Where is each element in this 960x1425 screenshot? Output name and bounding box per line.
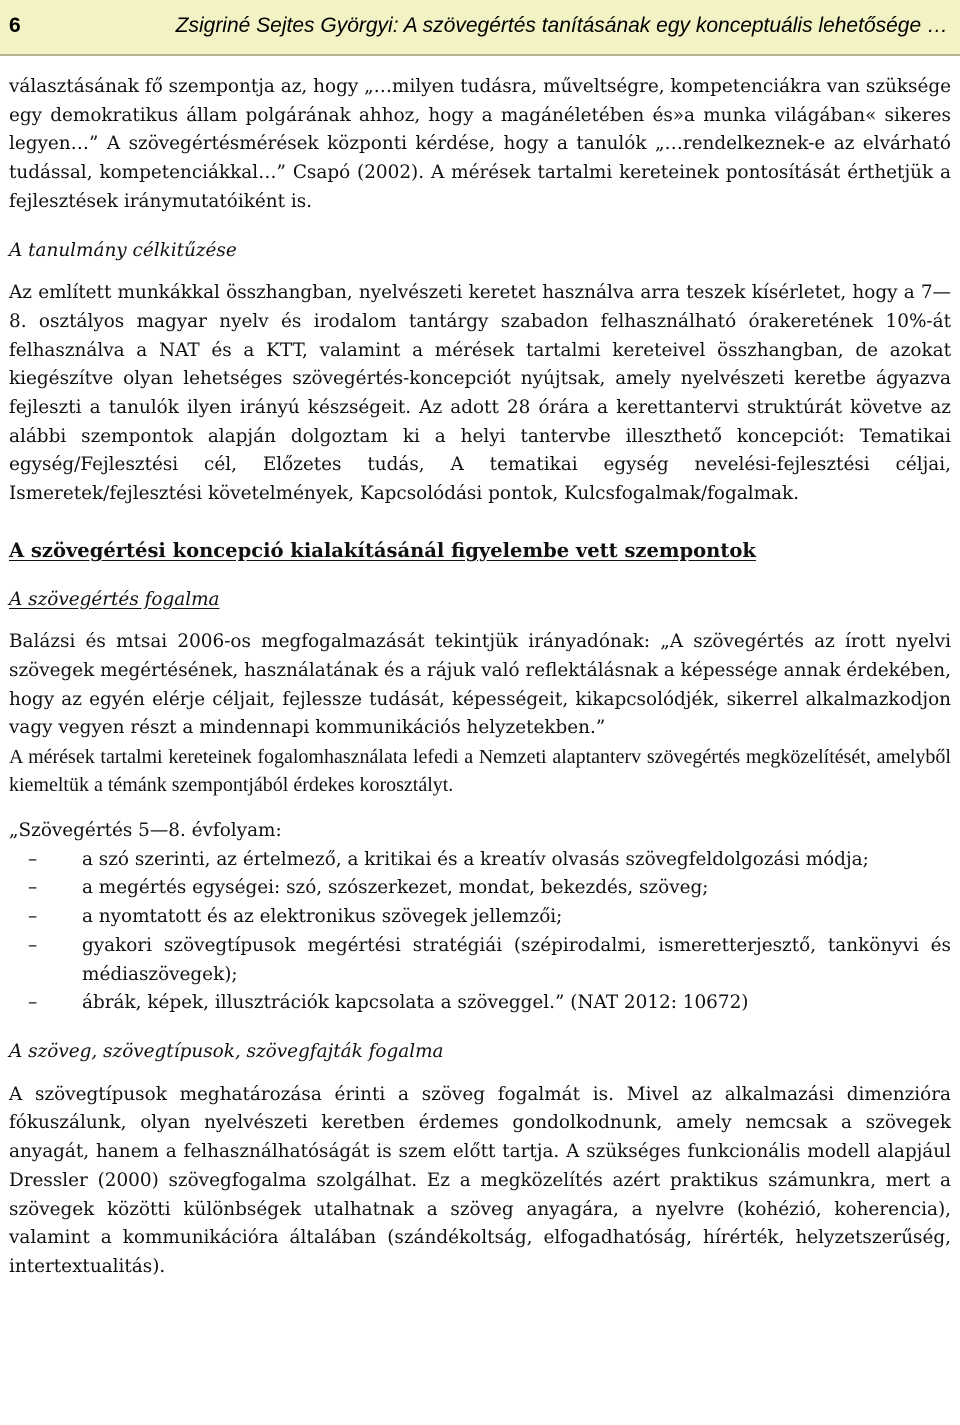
section-heading-concept: A szövegértési koncepció kialakításánál figyelembe vett szempontok [9, 538, 756, 562]
dash-bullet-icon: – [28, 934, 38, 956]
list-item [9, 932, 951, 989]
page-header [0, 0, 960, 56]
section-title-text-types: A szöveg, szövegtípusok, szövegfajták fogalma [9, 1040, 444, 1062]
dash-bullet-icon: – [28, 848, 38, 870]
page-number: 6 [9, 14, 21, 37]
section-subtitle-definition: A szövegértés fogalma [9, 588, 220, 610]
intro-paragraph: választásának fő szempontja az, hogy „…milyen tudásra, műveltségre, kompetenciákra van szüksége egy demokratikus állam polgárának ahhoz, hogy a magánéletében és»a munka világában« sikeres legyen…” A szövegértésmérések központi kérdése, hogy a tanulók „…rendelkeznek-e az elvárható tudással, kompetenciákkal…” Csapó (2002). A mérések tartalmi kereteinek pontosítását érthetjük a fejlesztések iránymutatóiként is. [9, 76, 951, 212]
list-item-text: ábrák, képek, illusztrációk kapcsolata a szöveggel.” (NAT 2012: 10672) [82, 992, 749, 1014]
dash-bullet-icon: – [28, 906, 38, 928]
document-body [9, 73, 951, 1282]
list-item [9, 846, 951, 875]
competency-list [9, 846, 951, 1018]
list-item [9, 874, 951, 903]
definition-paragraph: Balázsi és mtsai 2006-os megfogalmazását tekintjük irányadónak: „A szövegértés az írott nyelvi szövegek megértésének, használatának és a rájuk való reflektálásnak a képessége annak érdekében, hogy az egyén elérje céljait, fejlessze tudását, képességeit, kikapcsolódjék, sikerrel alkalmazkodjon vagy vegyen részt a mindennapi kommunikációs helyzetekben.” [9, 631, 951, 739]
text-types-paragraph: A szövegtípusok meghatározása érinti a szöveg fogalmát is. Mivel az alkalmazási dimenzióra fókuszálunk, olyan nyelvészeti keretben érdemes gondolkodnunk, amely nemcsak a szövegek anyagát, hanem a felhasználhatóságát is szem előtt tartja. A szükséges funkcionális modell alapjául Dressler (2000) szövegfogalma szolgálhat. Ez a megközelítés azért praktikus számunkra, mert a szövegek közötti különbségek utalhatnak a szöveg anyagára, a nyelvre (kohézió, koherencia), valamint a kommunikációra általában (szándékoltság, elfogadhatóság, hírérték, helyzetszerűség, intertextualitás). [9, 1083, 951, 1277]
list-item [9, 989, 951, 1018]
dash-bullet-icon: – [28, 992, 38, 1014]
list-item-text: a nyomtatott és az elektronikus szövegek jellemzői; [82, 906, 563, 928]
dash-bullet-icon: – [28, 877, 38, 899]
section-title-aims: A tanulmány célkitűzése [9, 239, 237, 261]
list-item [9, 903, 951, 932]
running-title: Zsigriné Sejtes Györgyi: A szövegértés tanításának egy konceptuális lehetősége … [175, 14, 948, 37]
list-item-text: a szó szerinti, az értelmező, a kritikai és a kreatív olvasás szövegfeldolgozási módja; [82, 848, 869, 870]
framework-paragraph: A mérések tartalmi kereteinek fogalomhasználata lefedi a Nemzeti alaptanterv szövegértés megközelítését, amelyből kiemeltük a témánk szempontjából érdekes korosztályt. [9, 746, 951, 797]
list-item-text: gyakori szövegtípusok megértési stratégiái (szépirodalmi, ismeretterjesztő, tankönyvi és médiaszövegek); [82, 934, 951, 985]
list-item-text: a megértés egységei: szó, szószerkezet, mondat, bekezdés, szöveg; [82, 877, 709, 899]
aims-paragraph: Az említett munkákkal összhangban, nyelvészeti keretet használva arra teszek kísérletet, hogy a 7—8. osztályos magyar nyelv és irodalom tantárgy szabadon felhasználható órakeretének 10%-át felhasználva a NAT és a KTT, valamint a mérések tartalmi kereteivel összhangban, de azokat kiegészítve olyan lehetséges szövegértés-koncepciót nyújtsak, amely nyelvészeti keretbe ágyazva fejleszti a tanulók ilyen irányú készségeit. Az adott 28 órára a kerettantervi struktúrát követve az alábbi szempontok alapján dolgoztam ki a helyi tantervbe illeszthető koncepciót: Tematikai egység/Fejlesztési cél, Előzetes tudás, A tematikai egység nevelési-fejlesztési céljai, Ismeretek/fejlesztési követelmények, Kapcsolódási pontok, Kulcsfogalmak/fogalmak. [9, 282, 951, 505]
list-intro: „Szövegértés 5—8. évfolyam: [9, 820, 282, 842]
